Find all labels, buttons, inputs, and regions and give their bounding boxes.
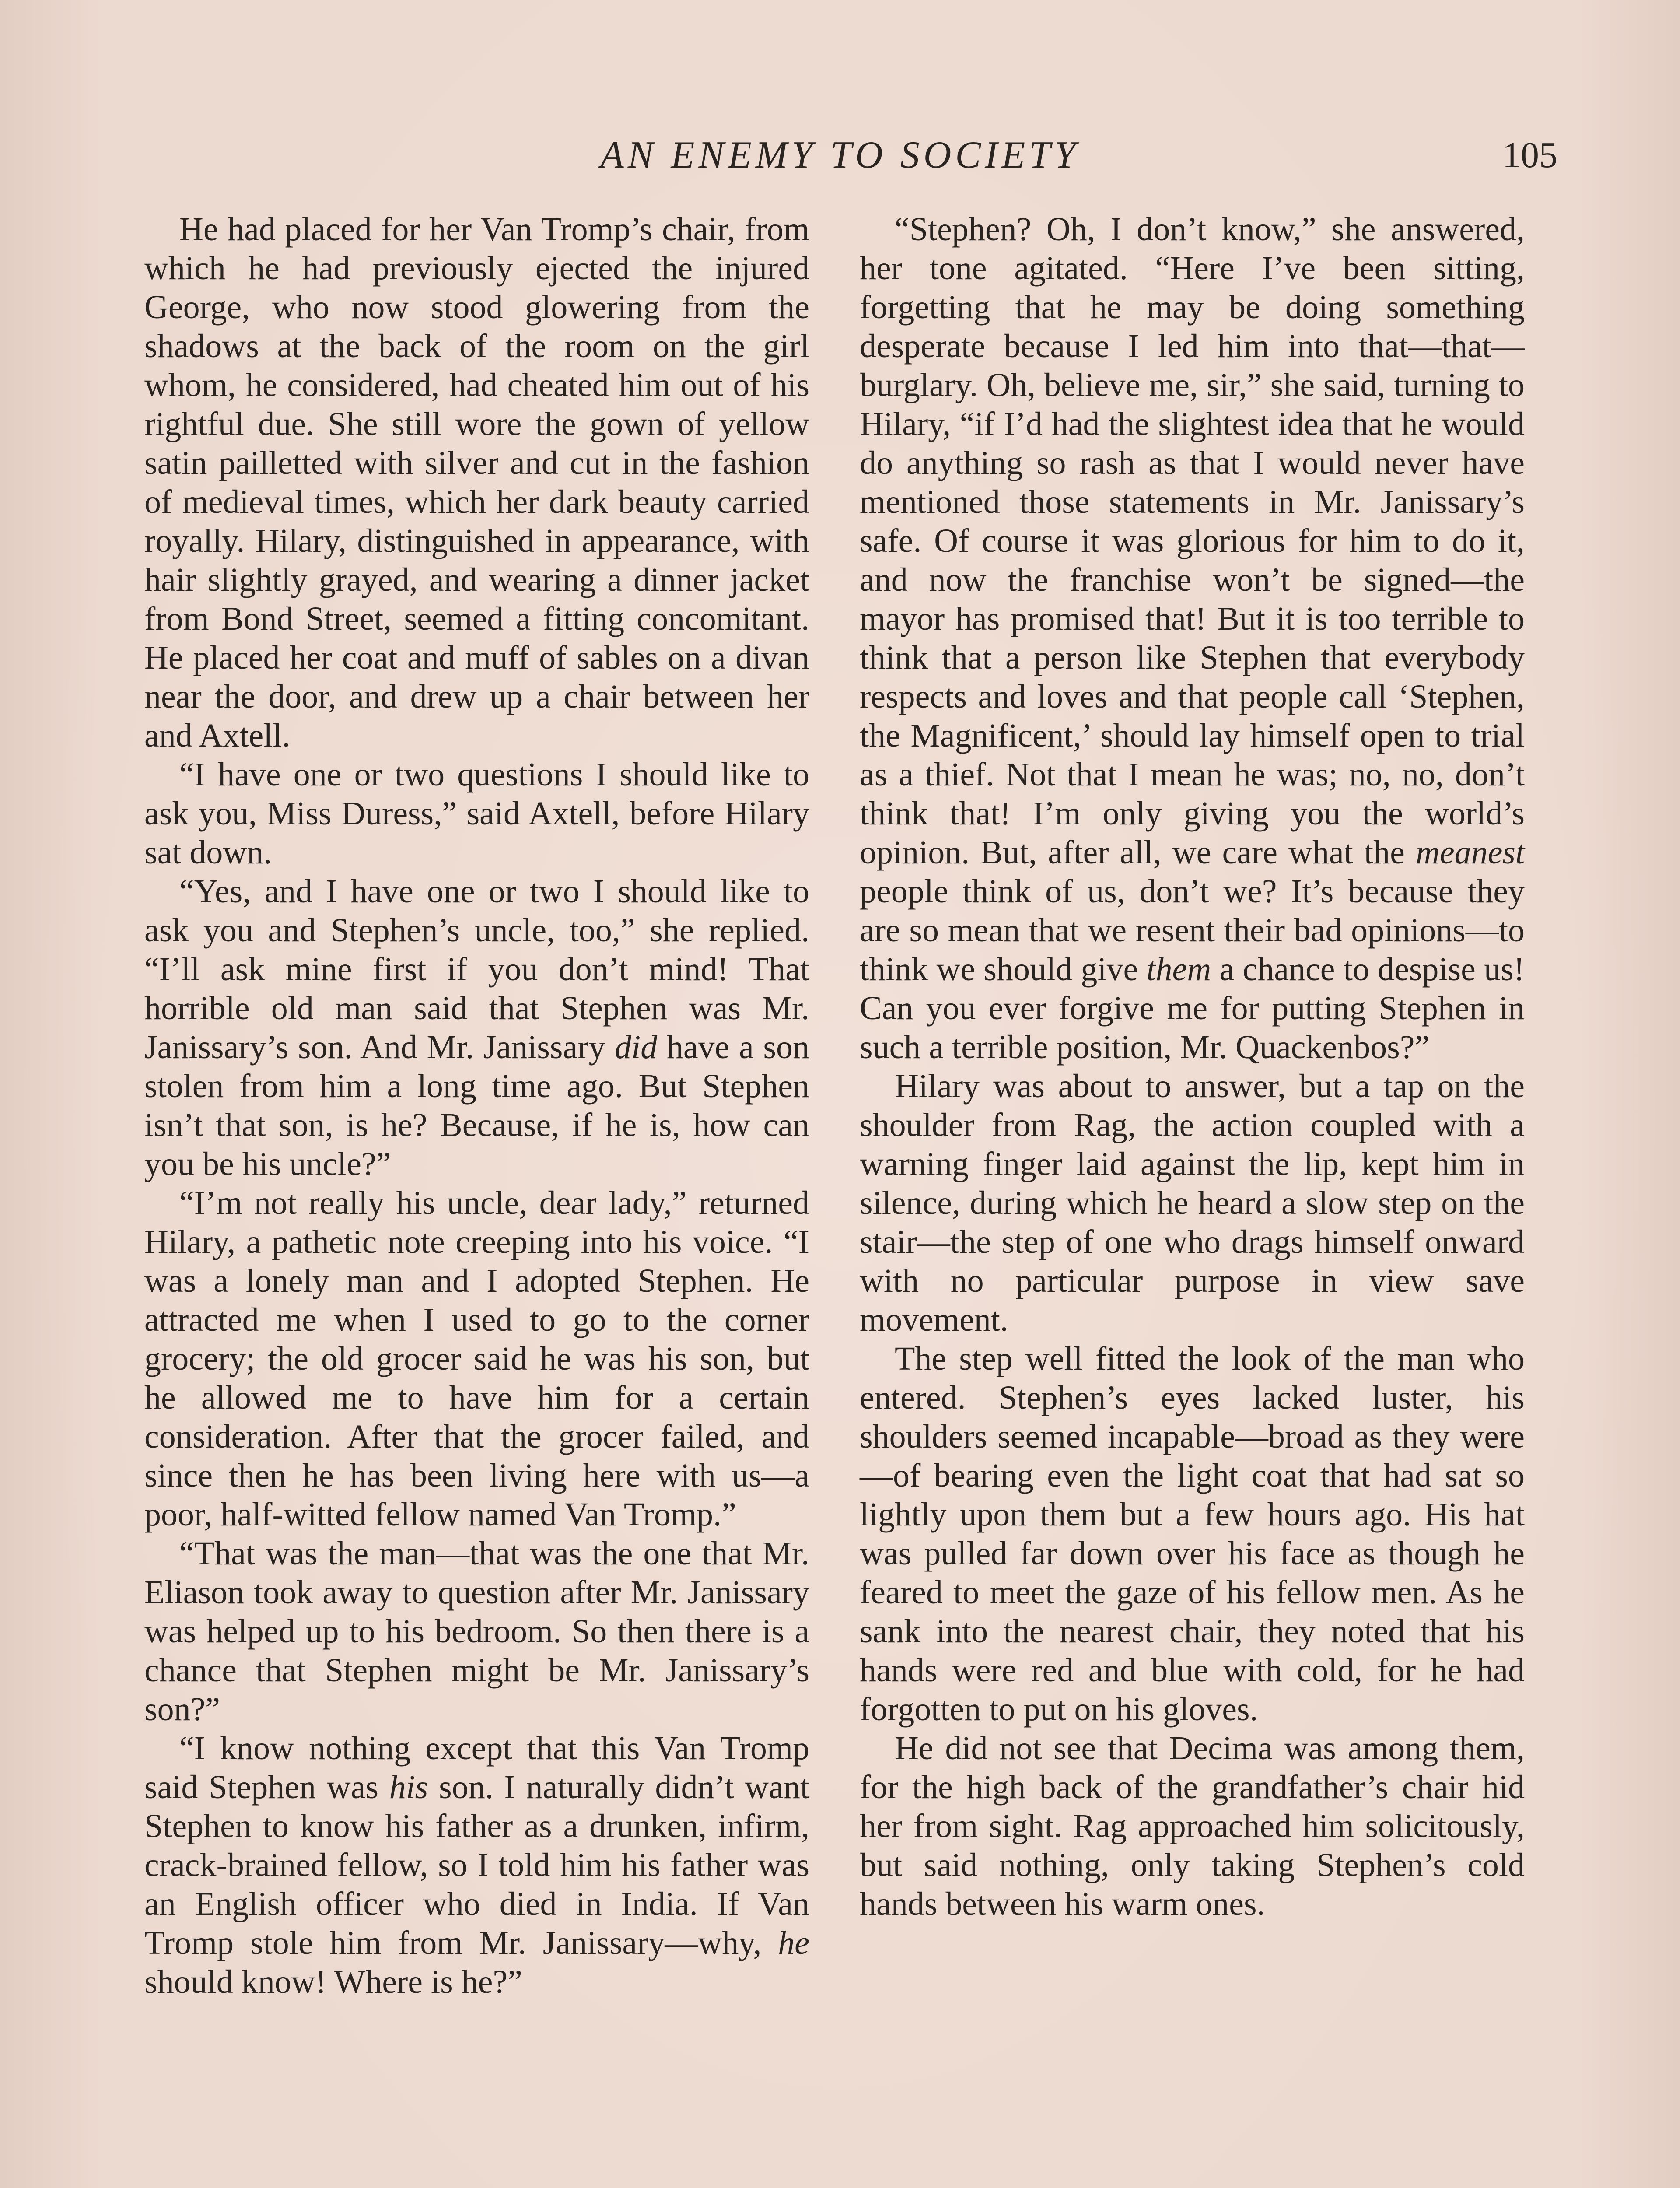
text-run: a chance to despise us! Can you ever forgive me for putting Stephen in such a terrible position, Mr. Quackenbos?” (860, 951, 1525, 1066)
running-head (0, 127, 1680, 184)
paragraph (144, 1184, 809, 1534)
text-run: “Stephen? Oh, I don’t know,” she answered, her tone agitated. “Here I’ve been sitting, forgetting that he may be doing something desperate because I led him into that—that—burglary. Oh, believe me, sir,” she said, turning to Hilary, “if I’d had the slightest idea that he would do anything so rash as that I would never have mentioned those statements in Mr. Janissary’s safe. Of course it was glorious for him to do it, and now the franchise won’t be signed—the mayor has promised that! But it is too terrible to think that a person like Stephen that everybody respects and loves and that people call ‘Stephen, the Magnificent,’ should lay himself open to trial as a thief. Not that I mean he was; no, no, don’t think that! I’m only giving you the world’s opinion. But, after all, we care what the (860, 211, 1525, 871)
italic-text: meanest (1415, 834, 1525, 871)
text-run: The step well fitted the look of the man who entered. Stephen’s eyes lacked luster, his shoulders seemed incapable—broad as they were—of bearing even the light coat that had sat so lightly upon them but a few hours ago. His hat was pulled far down over his face as though he feared to meet the gaze of his fellow men. As he sank into the nearest chair, they noted that his hands were red and blue with cold, for he had forgotten to put on his gloves. (860, 1340, 1525, 1728)
text-run: He did not see that Decima was among them, for the high back of the grandfather’s chair hid her from sight. Rag approached him solicitously, but said nothing, only taking Stephen’s cold hands between his warm ones. (860, 1730, 1525, 1922)
paragraph (144, 210, 809, 755)
paragraph (860, 210, 1525, 1067)
italic-text: he (778, 1925, 809, 1961)
text-run: Hilary was about to answer, but a tap on the shoulder from Rag, the action coupled with a warning finger laid against the lip, kept him in silence, during which he heard a slow step on the stair—the step of one who drags himself onward with no particular purpose in view save movement. (860, 1068, 1525, 1338)
text-run: He had placed for her Van Tromp’s chair, from which he had previously ejected the injured George, who now stood glowering from the shadows at the back of the room on the girl whom, he considered, had cheated him out of his rightful due. She still wore the gown of yellow satin pailletted with silver and cut in the fashion of medieval times, which her dark beauty carried royally. Hilary, distinguished in appearance, with hair slightly grayed, and wearing a dinner jacket from Bond Street, seemed a fitting concomitant. He placed her coat and muff of sables on a divan near the door, and drew up a chair between her and Axtell. (144, 211, 809, 754)
text-run: “I know nothing except that this Van Tromp said Stephen was (144, 1730, 809, 1806)
text-run: “That was the man—that was the one that Mr. Eliason took away to question after Mr. Janissary was helped up to his bedroom. So then there is a chance that Stephen might be Mr. Janissary’s son?” (144, 1535, 809, 1728)
italic-text: his (389, 1769, 428, 1806)
running-title: AN ENEMY TO SOCIETY (600, 134, 1080, 176)
italic-text: did (615, 1029, 658, 1066)
text-run: should know! Where is he?” (144, 1964, 522, 2000)
text-run: have a son stolen from him a long time ago. But Stephen isn’t that son, is he? Because, if he is, how can you be his uncle?” (144, 1029, 809, 1182)
text-run: “Yes, and I have one or two I should like to ask you and Stephen’s uncle, too,” she replied. “I’ll ask mine first if you don’t mind! That horrible old man said that Stephen was Mr. Janissary’s son. And Mr. Janissary (144, 873, 809, 1066)
page-number: 105 (1502, 135, 1558, 175)
left-text-column (144, 210, 809, 2002)
right-text-column (860, 210, 1525, 1924)
paragraph (144, 1729, 809, 2002)
paragraph (860, 1339, 1525, 1729)
paragraph (860, 1067, 1525, 1339)
text-run: “I’m not really his uncle, dear lady,” returned Hilary, a pathetic note creeping into his voice. “I was a lonely man and I adopted Stephen. He attracted me when I used to go to the corner grocery; the old grocer said he was his son, but he allowed me to have him for a certain consideration. After that the grocer failed, and since then he has been living here with us—a poor, half-witted fellow named Van Tromp.” (144, 1185, 809, 1533)
text-run: people think of us, don’t we? It’s because they are so mean that we resent their bad opinions—to think we should give (860, 873, 1525, 988)
text-run: son. I naturally didn’t want Stephen to know his father as a drunken, infirm, crack-brained fellow, so I told him his father was an English officer who died in India. If Van Tromp stole him from Mr. Janissary—why, (144, 1769, 809, 1961)
paragraph (860, 1729, 1525, 1924)
paragraph (144, 1534, 809, 1729)
paragraph (144, 755, 809, 872)
italic-text: them (1146, 951, 1211, 988)
paragraph (144, 872, 809, 1184)
text-run: “I have one or two questions I should like to ask you, Miss Duress,” said Axtell, before Hilary sat down. (144, 756, 809, 871)
